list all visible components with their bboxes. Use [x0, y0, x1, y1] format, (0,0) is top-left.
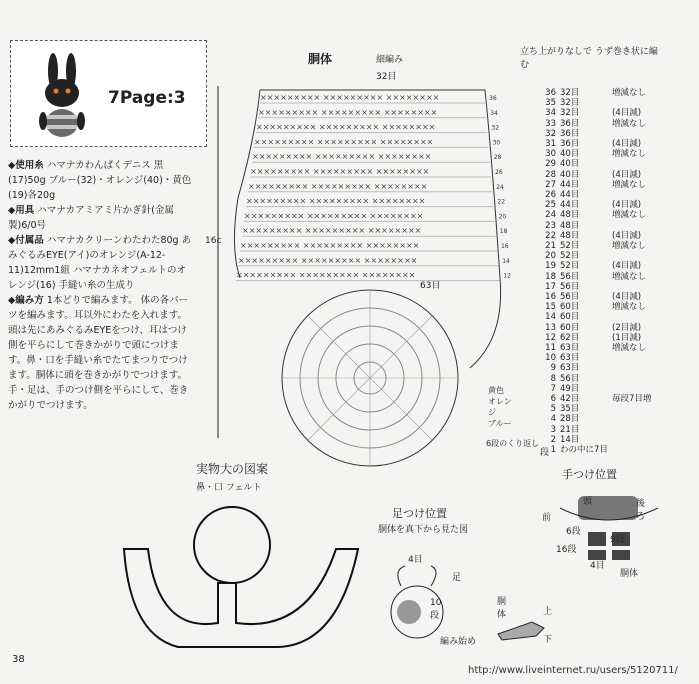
row-count-table — [538, 86, 698, 456]
stripe-legend: 黄色 オレンジ ブルー — [488, 386, 512, 428]
row-number-label: 14 — [502, 257, 510, 265]
body-crochet-chart — [200, 78, 520, 478]
row-unit-label: 段 — [540, 448, 550, 458]
svg-text:××××××××× ××××××××× ××××××××: ××××××××× ××××××××× ×××××××× — [244, 211, 424, 221]
row-count-item: 11 63目 増減なし — [545, 343, 647, 353]
actual-size-subtitle: 鼻・口 フェルト — [196, 483, 262, 493]
hand-label-head: 頭 — [583, 497, 593, 507]
row-count-item: 36 32目 増減なし — [545, 88, 647, 98]
row-count-item: 35 32目 — [545, 98, 580, 109]
row-number-label: 18 — [499, 228, 508, 236]
info-block: ◆使用糸 ハマナカわんぱくデニス 黒(17)50g ブルー(32)・オレンジ(40)・黄色(19)各20g — [8, 160, 192, 201]
leg-label-4: 4目 — [408, 555, 423, 565]
row-number-label: 24 — [496, 183, 504, 191]
source-url: http://www.liveinternet.ru/users/5120711/ — [468, 665, 678, 676]
top-stitch-count: 32目 — [376, 72, 397, 82]
svg-text:××××××××× ××××××××× ××××××××: ××××××××× ××××××××× ×××××××× — [256, 122, 436, 132]
hand-label-r9: 9段 — [610, 535, 625, 545]
svg-text:××××××××× ××××××××× ××××××××: ××××××××× ××××××××× ×××××××× — [238, 255, 418, 265]
body-height-label: 16c — [205, 236, 222, 246]
row-count-item: 3 21目 — [550, 424, 580, 435]
mouth-shape — [124, 549, 358, 647]
row-number-label: 30 — [492, 139, 501, 147]
hand-label-r16: 16段 — [556, 545, 577, 555]
base-stitch-count: 63目 — [420, 281, 441, 291]
svg-text:××××××××× ××××××××× ××××××××: ××××××××× ××××××××× ×××××××× — [252, 152, 432, 162]
row-number-label: 28 — [493, 154, 502, 162]
row-count-item: 10 63目 — [545, 353, 580, 364]
svg-text:××××××××× ××××××××× ××××××××: ××××××××× ××××××××× ×××××××× — [258, 107, 438, 117]
row-count-item: 23 48目 — [545, 220, 580, 231]
row-count-item: 33 36目 増減なし — [545, 118, 647, 129]
row-number-label: 22 — [497, 198, 506, 206]
row-number-label: 12 — [503, 272, 512, 280]
row-count-item: 7 49目 — [550, 383, 580, 394]
svg-text:××××××××× ××××××××× ××××××××: ××××××××× ××××××××× ×××××××× — [260, 93, 440, 102]
row-number-label: 36 — [489, 95, 497, 102]
row-count-item: 5 35目 — [550, 404, 580, 415]
row-count-item: 18 56目 増減なし — [545, 271, 647, 282]
materials-section — [8, 158, 193, 413]
row-number-label: 20 — [498, 213, 507, 221]
leg-position-title: 足つけ位置 — [392, 507, 447, 520]
svg-text:××××××××× ××××××××× ××××××××: ××××××××× ××××××××× ×××××××× — [254, 137, 434, 147]
svg-text:××××××××× ××××××××× ××××××××: ××××××××× ××××××××× ×××××××× — [250, 167, 430, 176]
leg-position-subtitle: 胴体を真下から見た図 — [378, 525, 469, 535]
svg-text:××××××××× ××××××××× ××××××××: ××××××××× ××××××××× ×××××××× — [242, 226, 422, 236]
row-count-item: 8 56目 — [550, 373, 580, 384]
row-number-label: 26 — [495, 169, 503, 176]
row-count-item: 28 40目 (4目減) — [545, 169, 642, 180]
row-count-item: 17 56目 — [545, 281, 580, 292]
row-count-item: 22 48目 (4目減) — [545, 230, 642, 241]
row-count-item: 16 56目 (4目減) — [545, 292, 642, 302]
hand-label-body: 胴体 — [620, 569, 639, 579]
row-count-item: 24 48目 増減なし — [545, 210, 647, 221]
row-count-item: 34 32目 (4目減) — [545, 108, 642, 119]
row-count-item: 32 36目 — [545, 128, 580, 139]
leg-label-10: 10段 — [430, 598, 442, 621]
leg-label-leg: 足 — [452, 573, 462, 583]
page-number: 38 — [12, 654, 25, 665]
row-number-label: 34 — [490, 109, 498, 117]
stripe-repeat-label: 6段のくり返し — [486, 439, 540, 448]
svg-text:××××××××× ××××××××× ××××××××: ××××××××× ××××××××× ×××××××× — [240, 241, 420, 250]
row-count-item: 29 40目 — [545, 159, 580, 170]
row-count-item: 13 60目 (2目減) — [545, 322, 642, 333]
row-count-item: 30 40目 増減なし — [545, 149, 647, 160]
row-count-item: 27 44目 増減なし — [545, 179, 647, 190]
stitch-rows — [236, 93, 499, 281]
body-chart-subtitle: 細編み — [376, 55, 404, 65]
row-count-item: 20 52目 — [545, 251, 580, 262]
svg-text:××××××××× ××××××××× ××××××××: ××××××××× ××××××××× ×××××××× — [248, 181, 428, 191]
hand-label-r6: 6段 — [566, 527, 581, 537]
row-count-item: 12 62目 (1目減) — [545, 332, 642, 343]
nose-shape — [194, 507, 270, 583]
row-count-item: 14 60目 — [545, 312, 580, 323]
row-count-item: 15 60目 増減なし — [545, 302, 647, 313]
leg-label-up: 上 — [543, 607, 553, 617]
info-block: ◆編み方 1本どりで編みます。 体の各パーツを編みます。耳以外にわたを入れます。頭は先にあみぐるみEYEをつけ、耳はつけ側を平らにして巻きかがりで頭につけます。鼻・口を手縫い糸でたてまつりでつけます。胴体に頭を巻きかがりでつけます。手・足は、手のつけ側を平らにして、巻きかがりでつけます。 — [8, 295, 189, 411]
hand-label-back: 後ろ — [636, 499, 646, 522]
row-count-item: 26 44目 — [545, 190, 580, 200]
body-chart-title: 胴体 — [308, 52, 333, 66]
info-block: ◆用具 ハマナカアミアミ片かぎ針(金属製)6/0号 — [8, 205, 174, 231]
row-count-item: 4 28目 — [550, 414, 580, 425]
leg-position-diagram — [385, 560, 485, 650]
leg-label-body: 胴体 — [497, 597, 507, 620]
row-number-label: 32 — [491, 124, 500, 132]
row-count-item: 19 52目 (4目減) — [545, 261, 642, 272]
row-count-item: 1 わの中に7目 — [550, 445, 608, 455]
svg-text:××××××××× ××××××××× ××××××××: ××××××××× ××××××××× ×××××××× — [246, 196, 426, 206]
row-count-item: 25 44目 (4目減) — [545, 200, 642, 211]
row-count-item: 21 52目 増減なし — [545, 241, 647, 251]
hand-position-title: 手つけ位置 — [562, 468, 617, 481]
leg-label-down: 下 — [543, 635, 553, 645]
actual-size-title: 実物大の図案 — [196, 462, 269, 476]
row-number-label: 16 — [501, 243, 509, 250]
leg-label-start: 編み始め — [440, 637, 477, 647]
hand-label-front: 前 — [542, 513, 552, 523]
hand-label-r4: 4目 — [590, 561, 605, 571]
nose-mouth-pattern — [118, 505, 368, 655]
spiral-note: 立ち上がりなしで うず巻き状に編む — [520, 47, 658, 70]
row-count-item: 2 14目 — [550, 434, 580, 445]
svg-text:××××××××× ××××××××× ××××××××: ××××××××× ××××××××× ×××××××× — [236, 270, 416, 280]
row-number-labels — [489, 95, 511, 280]
row-count-item: 31 36目 (4目減) — [545, 139, 642, 149]
page-reference: 7Page:3 — [108, 88, 186, 108]
info-block: ◆付属品 ハマナカクリーンわたわた80g あみぐるみEYE(アイ)のオレンジ(A-12-11)12mm1組 ハマナカネオフェルトのオレンジ(16) 手縫い糸の生成り — [8, 235, 192, 291]
row-count-item: 9 63目 — [550, 363, 580, 374]
row-count-item: 6 42目 毎段7目増 — [550, 394, 652, 404]
